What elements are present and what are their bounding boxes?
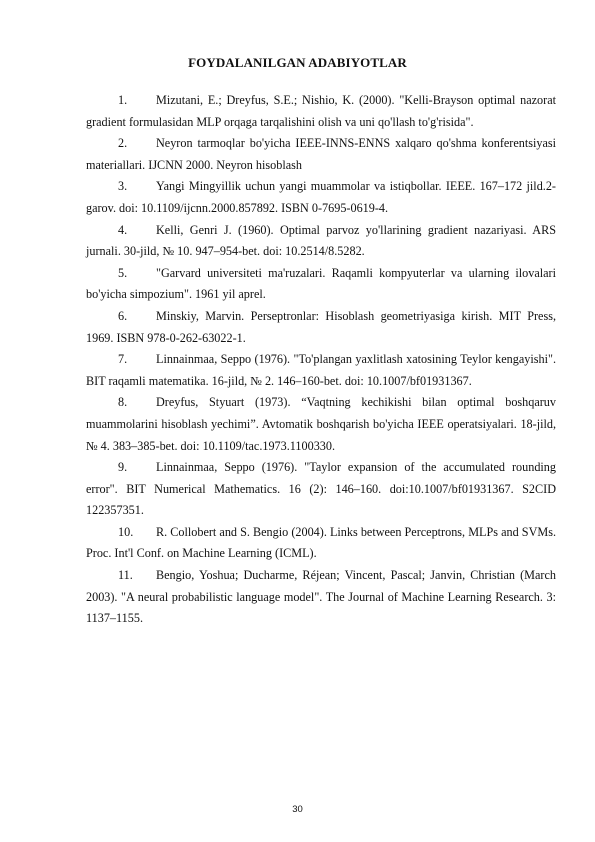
reference-item (86, 263, 556, 306)
reference-item (86, 220, 556, 263)
reference-item (86, 306, 556, 349)
reference-text: Neyron tarmoqlar bo'yicha IEEE-INNS-ENNS xalqaro qo'shma konferentsiyasi materiallari. IJCNN 2000. Neyron hisoblash (86, 136, 556, 172)
reference-list (86, 90, 556, 630)
reference-number: 2. (118, 136, 128, 151)
reference-item (86, 522, 556, 565)
page-title: FOYDALANILGAN ADABIYOTLAR (188, 55, 407, 70)
reference-item (86, 349, 556, 392)
reference-text: Bengio, Yoshua; Ducharme, Réjean; Vincent, Pascal; Janvin, Christian (March 2003). "A neural probabilistic language model". The Journal of Machine Learning Research. 3: 1137–1155. (86, 568, 556, 626)
reference-number: 10. (118, 524, 134, 539)
reference-text: Yangi Mingyillik uchun yangi muammolar va istiqbollar. IEEE. 167–172 jild.2-garov. doi: 10.1109/ijcnn.2000.857892. ISBN 0-7695-0619-4. (86, 179, 556, 215)
reference-number: 5. (118, 265, 128, 280)
reference-number: 7. (118, 352, 128, 367)
reference-text: Minskiy, Marvin. Perseptronlar: Hisoblash geometriyasiga kirish. MIT Press, 1969. ISBN 978-0-262-63022-1. (86, 308, 556, 345)
reference-item (86, 457, 556, 522)
reference-item (86, 392, 556, 457)
reference-text: "Garvard universiteti ma'ruzalari. Raqamli kompyuterlar va ularning ilovalari bo'yicha simpozium". 1961 yil aprel. (86, 265, 556, 302)
reference-text: Mizutani, E.; Dreyfus, S.E.; Nishio, K. (2000). "Kelli-Brayson optimal nazorat gradient formulasidan MLP orqaga tarqalishini olish va uni qo'llash to'g'risida". (86, 93, 556, 129)
reference-number: 6. (118, 308, 128, 323)
page-number: 30 (292, 804, 303, 815)
reference-number: 3. (118, 179, 128, 194)
reference-number: 11. (118, 568, 133, 583)
reference-item (86, 133, 556, 176)
reference-item (86, 176, 556, 219)
reference-text: Linnainmaa, Seppo (1976). "Taylor expansion of the accumulated rounding error". BIT Numerical Mathematics. 16 (2): 146–160. doi:10.1007/bf01931367. S2CID 122357351. (86, 460, 556, 518)
reference-text: Kelli, Genri J. (1960). Optimal parvoz yo'llarining gradient nazariyasi. ARS jurnali. 30-jild, № 10. 947–954-bet. doi: 10.2514/8.5282. (86, 222, 556, 259)
reference-text: Linnainmaa, Seppo (1976). "To'plangan yaxlitlash xatosining Teylor kengayishi". BIT raqamli matematika. 16-jild, № 2. 146–160-bet. doi: 10.1007/bf01931367. (86, 352, 556, 388)
reference-item (86, 565, 556, 630)
reference-number: 1. (118, 93, 128, 107)
reference-number: 8. (118, 395, 128, 410)
reference-text: R. Collobert and S. Bengio (2004). Links between Perceptrons, MLPs and SVMs. Proc. Int'l Conf. on Machine Learning (ICML). (86, 524, 556, 561)
reference-text: Dreyfus, Styuart (1973). “Vaqtning kechikishi bilan optimal boshqaruv muammolarini hisoblash yechimi”. Avtomatik boshqarish bo'yicha IEEE operatsiyalari. 18-jild, № 4. 383–385-bet. doi: 10.1109/tac.1973.1100330. (86, 395, 556, 453)
reference-number: 4. (118, 222, 128, 237)
reference-item (86, 90, 556, 133)
reference-number: 9. (118, 460, 128, 475)
